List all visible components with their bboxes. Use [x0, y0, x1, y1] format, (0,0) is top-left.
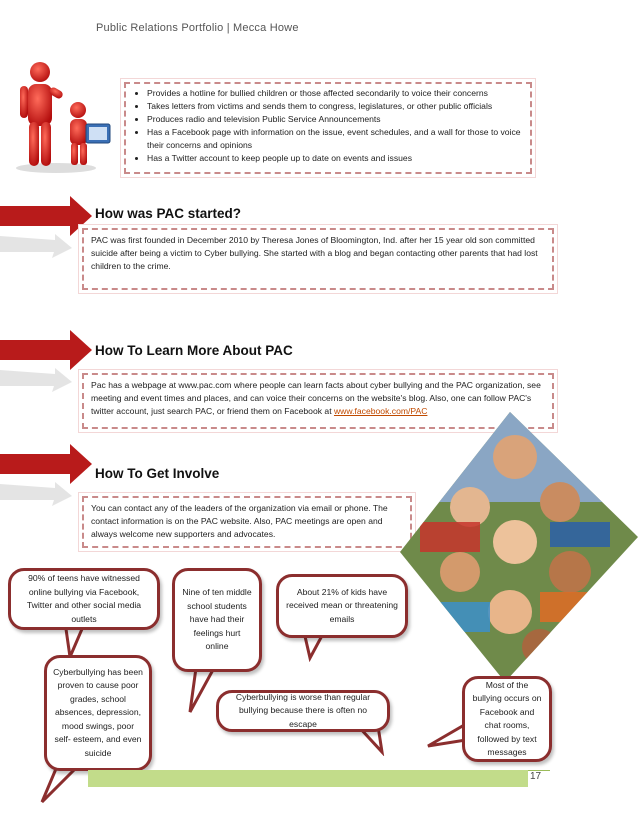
section-title: How To Get Involve — [95, 466, 220, 481]
list-item: • Provides a hotline for bullied children or those affected secondarily to voice their concerns — [147, 87, 523, 100]
list-item: • Produces radio and television Public Service Announcements — [147, 113, 523, 126]
page-number: 17 — [530, 771, 542, 782]
stat-bubble: Nine of ten middle school students have had their feelings hurt online — [172, 568, 262, 672]
page-header: Public Relations Portfolio | Mecca Howe — [96, 22, 299, 34]
list-item: • Has a Facebook page with information on the issue, event schedules, and a wall for those to voice their concerns and opinions — [147, 126, 523, 152]
list-item: • Takes letters from victims and sends them to congress, legislatures, or other public officials — [147, 100, 523, 113]
section-title: How To Learn More About PAC — [95, 343, 293, 358]
section-title: How was PAC started? — [95, 206, 242, 221]
footer-bar — [88, 770, 528, 787]
section-body: Pac has a webpage at www.pac.com where people can learn facts about cyber bullying and the PAC organization, see meeting and event times and places, and can voice their concerns on the website's blog. Also, one can follow PAC's twitter account, just search PAC, or friend them on Facebook at — [91, 380, 541, 416]
group-of-teens-photo — [400, 412, 638, 682]
facebook-link[interactable]: www.facebook.com/PAC — [333, 406, 428, 416]
services-list-box — [124, 82, 532, 174]
section-body-box — [82, 228, 554, 290]
stat-bubble: Cyberbullying has been proven to cause poor grades, school absences, depression, mood swings, poor self- esteem, and even suicide — [44, 655, 152, 771]
stat-bubble: About 21% of kids have received mean or threatening emails — [276, 574, 408, 638]
section-body: You can contact any of the leaders of the organization via email or phone. The contact information is on the PAC website. Also, PAC meetings are open and always welcome new supporters and advocates. — [91, 503, 388, 539]
section-body: PAC was first founded in December 2010 by Theresa Jones of Bloomington, Ind. after her 15 year old son committed suicide after being a victim to Cyber bullying. She started with a blog and began contacting other parents that had lost children to the crime. — [91, 235, 538, 271]
stat-bubble: Most of the bullying occurs on Facebook and chat rooms, followed by text messages — [462, 676, 552, 762]
parent-child-figure-icon — [8, 60, 138, 175]
stat-bubble: Cyberbullying is worse than regular bullying because there is often no escape — [216, 690, 390, 732]
list-item: • Has a Twitter account to keep people up to date on events and issues — [147, 152, 523, 165]
stat-bubble: 90% of teens have witnessed online bullying via Facebook, Twitter and other social media outlets — [8, 568, 160, 630]
section-body-box — [82, 496, 412, 548]
